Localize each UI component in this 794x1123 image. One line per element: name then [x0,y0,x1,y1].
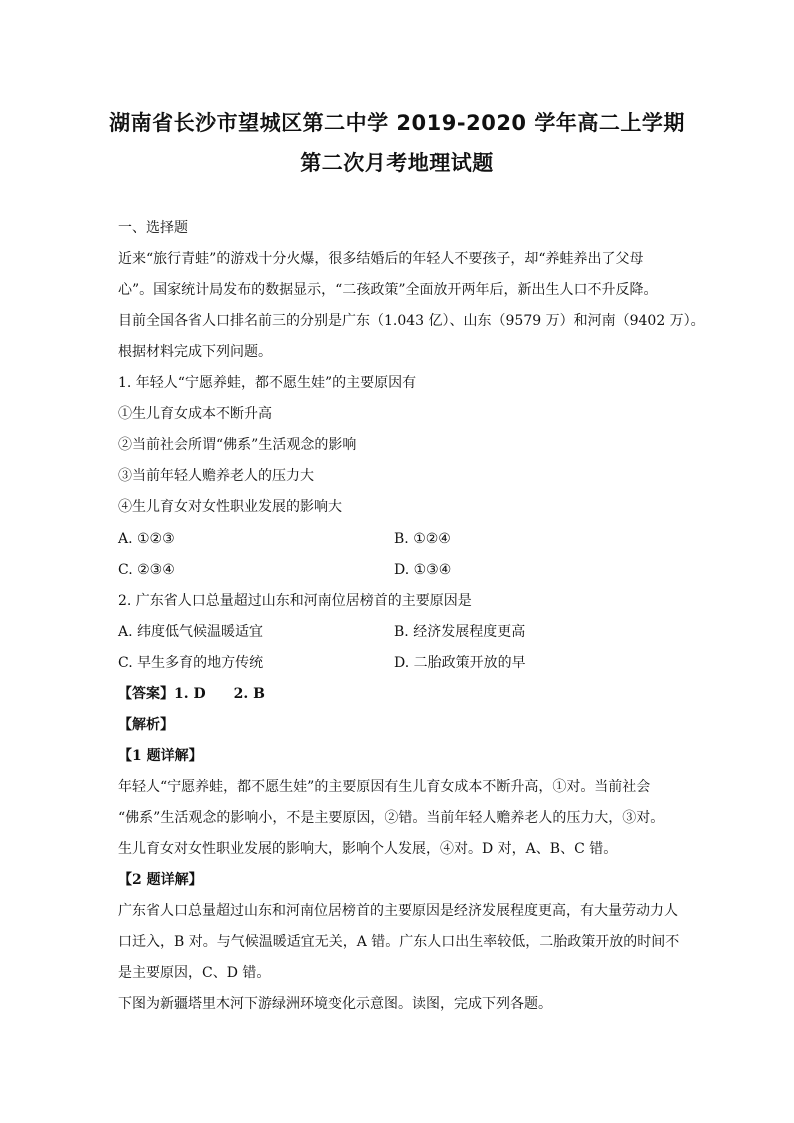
detail-2-label: 【2 题详解】 [118,872,203,888]
detail-2-line: 是主要原因，C、D 错。 [118,965,271,981]
doc-title-line1: 湖南省长沙市望城区第二中学 2019-2020 学年高二上学期 [109,111,685,135]
detail-2-line: 广东省人口总量超过山东和河南位居榜首的主要原因是经济发展程度更高，有大量劳动力人 [118,903,678,919]
question-1-item: ④生儿育女对女性职业发展的影响大 [118,499,342,515]
detail-2-line: 口迁入，B 对。与气候温暖适宜无关，A 错。广东人口出生率较低，二胎政策开放的时间不 [118,934,680,950]
material-line: 心”。国家统计局发布的数据显示，“二孩政策”全面放开两年后，新出生人口不升反降。 [118,282,658,298]
material-line: 根据材料完成下列问题。 [118,344,272,360]
question-2-option-b: B. 经济发展程度更高 [394,624,526,640]
doc-title-line2: 第二次月考地理试题 [300,151,494,175]
material-line: 目前全国各省人口排名前三的分别是广东（1.043 亿）、山东（9579 万）和河南（9402 万）。 [118,313,705,329]
question-1-option-c: C. ②③④ [118,562,175,578]
answer-line: 【答案】1. D 2. B [118,686,265,702]
question-1-option-d: D. ①③④ [394,562,452,578]
question-2-option-c: C. 早生多育的地方传统 [118,655,264,671]
analysis-label: 【解析】 [118,717,174,733]
question-1-item: ①生儿育女成本不断升高 [118,406,272,422]
detail-1-label: 【1 题详解】 [118,748,203,764]
question-1-item: ②当前社会所谓“佛系”生活观念的影响 [118,437,357,453]
material-line: 近来“旅行青蛙”的游戏十分火爆，很多结婚后的年轻人不要孩子，却“养蛙养出了父母 [118,251,644,267]
question-2-option-a: A. 纬度低气候温暖适宜 [118,624,264,640]
next-section-intro: 下图为新疆塔里木河下游绿洲环境变化示意图。读图，完成下列各题。 [118,996,552,1012]
section-heading: 一、选择题 [118,220,188,236]
detail-1-line: 年轻人“宁愿养蛙，都不愿生娃”的主要原因有生儿育女成本不断升高，①对。当前社会 [118,779,651,795]
question-1-option-b: B. ①②④ [394,531,451,547]
question-1-stem: 1. 年轻人“宁愿养蛙，都不愿生娃”的主要原因有 [118,375,417,391]
detail-1-line: 生儿育女对女性职业发展的影响大，影响个人发展，④对。D 对，A、B、C 错。 [118,841,618,857]
question-2-option-d: D. 二胎政策开放的早 [394,655,526,671]
question-1-option-a: A. ①②③ [118,531,175,547]
question-2-stem: 2. 广东省人口总量超过山东和河南位居榜首的主要原因是 [118,593,472,609]
detail-1-line: “佛系”生活观念的影响小，不是主要原因，②错。当前年轻人赡养老人的压力大，③对。 [118,810,665,826]
question-1-item: ③当前年轻人赡养老人的压力大 [118,468,314,484]
